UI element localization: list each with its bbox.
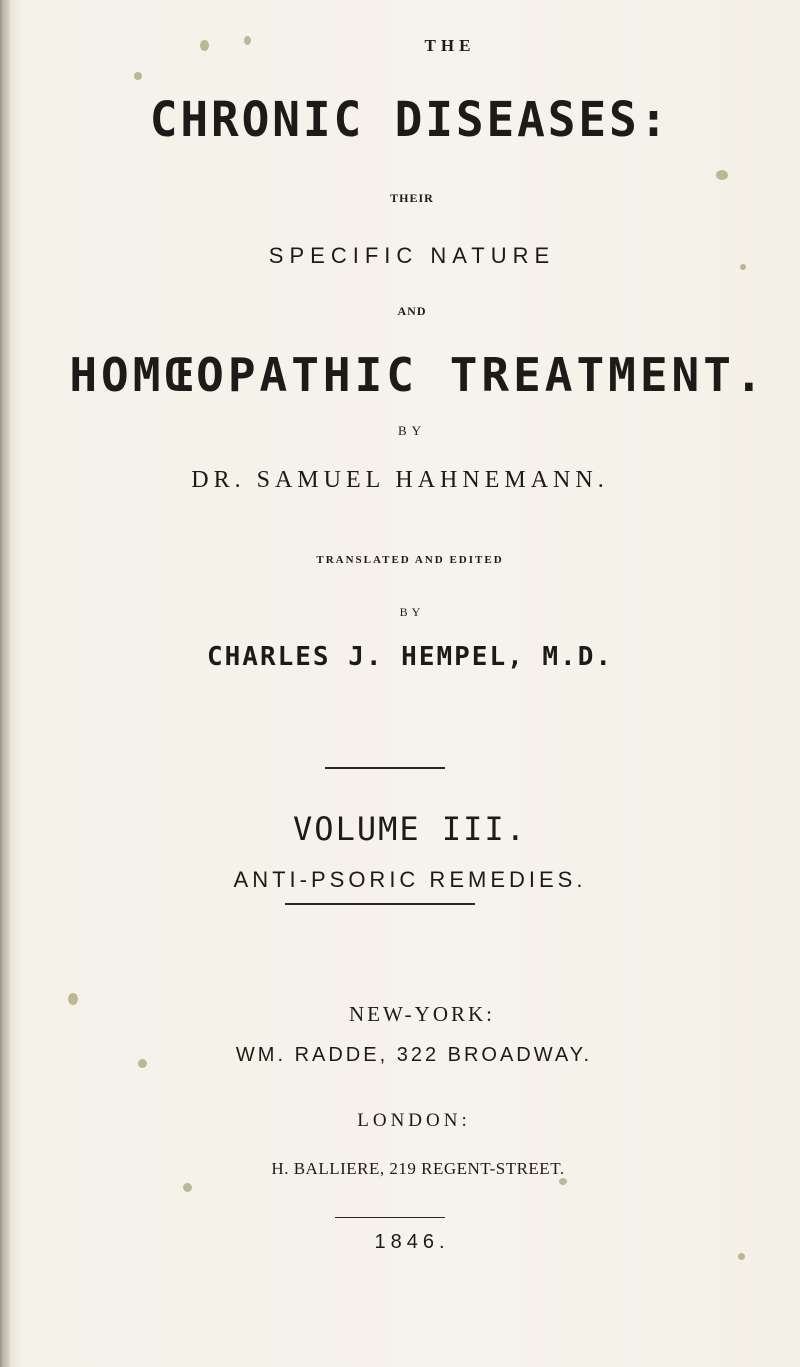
foxing-spot xyxy=(183,1183,192,1192)
foxing-spot xyxy=(559,1178,567,1185)
main-title: CHRONIC DISEASES: xyxy=(149,92,671,148)
imprint-city-london: LONDON: xyxy=(357,1110,471,1131)
divider-rule xyxy=(335,1217,445,1218)
imprint-publisher-radde: WM. RADDE, 322 BROADWAY. xyxy=(235,1044,593,1066)
editor-by: BY xyxy=(399,605,425,619)
title-treatment: HOMŒOPATHIC TREATMENT. xyxy=(69,348,767,402)
translated-edited-label: TRANSLATED AND EDITED xyxy=(316,554,504,566)
title-connector-and: AND xyxy=(397,304,427,318)
foxing-spot xyxy=(738,1253,745,1260)
binding-edge xyxy=(0,0,10,1367)
divider-rule xyxy=(325,767,445,769)
foxing-spot xyxy=(134,72,142,80)
editor-name: CHARLES J. HEMPEL, M.D. xyxy=(206,642,614,672)
title-connector-their: THEIR xyxy=(390,191,434,205)
divider-rule xyxy=(285,903,475,905)
imprint-city-new-york: NEW-YORK: xyxy=(349,1002,495,1026)
title-article: THE xyxy=(424,36,476,55)
volume-subtitle: ANTI-PSORIC REMEDIES. xyxy=(233,867,587,892)
title-specific-nature: SPECIFIC NATURE xyxy=(268,243,556,268)
publication-year: 1846. xyxy=(374,1231,450,1253)
author-name: DR. SAMUEL HAHNEMANN. xyxy=(191,467,609,493)
foxing-spot xyxy=(716,170,728,180)
author-by: BY xyxy=(397,423,427,438)
volume-number: VOLUME III. xyxy=(293,810,527,848)
imprint-publisher-balliere: H. BALLIERE, 219 REGENT-STREET. xyxy=(271,1159,565,1178)
